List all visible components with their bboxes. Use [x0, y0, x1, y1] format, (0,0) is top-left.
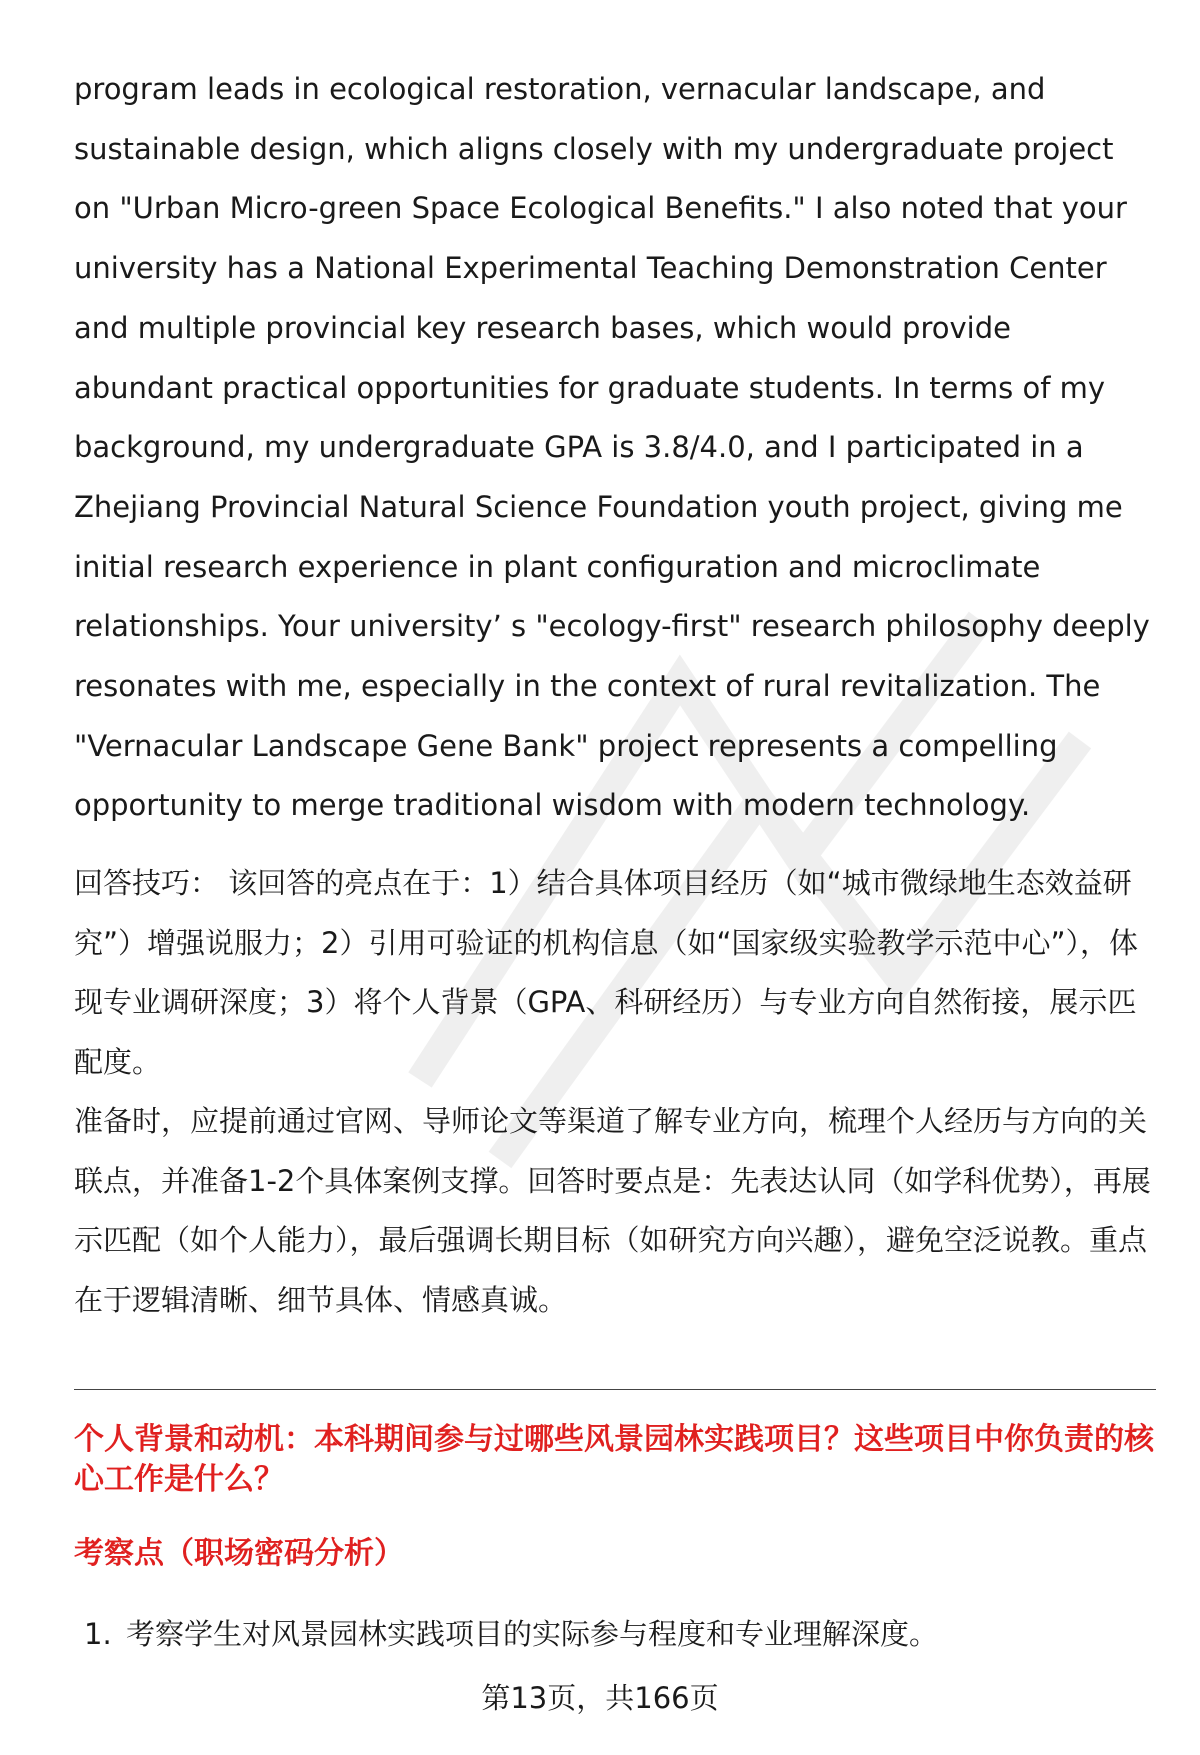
assessment-list	[84, 1614, 938, 1654]
page-number: 第13页，共166页	[481, 1681, 719, 1715]
document-body	[74, 60, 1154, 1330]
list-item-number: 1.	[84, 1617, 112, 1651]
list-item	[84, 1614, 938, 1654]
answer-tips-paragraph: 回答技巧： 该回答的亮点在于：1）结合具体项目经历（如“城市微绿地生态效益研究”）增强说服力；2）引用可验证的机构信息（如“国家级实验教学示范中心”），体现专业调研深度；3）将个人背景（GPA、科研经历）与专业方向自然衔接，展示匹配度。	[74, 866, 1139, 1079]
answer-paragraph: program leads in ecological restoration, vernacular landscape, and sustainable design, which aligns closely with my undergraduate project on "Urban Micro-green Space Ecological Benefits." I also noted that your university has a National Experimental Teaching Demonstration Center and multiple provincial key research bases, which would provide abundant practical opportunities for graduate students. In terms of my background, my undergraduate GPA is 3.8/4.0, and I participated in a Zhejiang Provincial Natural Science Foundation youth project, giving me initial research experience in plant configuration and microclimate relationships. Your university’ s "ecology-first" research philosophy deeply resonates with me, especially in the context of rural revitalization. The "Vernacular Landscape Gene Bank" project represents a compelling opportunity to merge traditional wisdom with modern technology.	[74, 72, 1150, 823]
preparation-paragraph: 准备时，应提前通过官网、导师论文等渠道了解专业方向，梳理个人经历与方向的关联点，并准备1-2个具体案例支撑。回答时要点是：先表达认同（如学科优势），再展示匹配（如个人能力），最后强调长期目标（如研究方向兴趣），避免空泛说教。重点在于逻辑清晰、细节具体、情感真诚。	[74, 1104, 1151, 1317]
next-question-heading: 个人背景和动机：本科期间参与过哪些风景园林实践项目？这些项目中你负责的核心工作是什么？	[74, 1422, 1154, 1497]
assessment-heading: 考察点（职场密码分析）	[74, 1536, 404, 1571]
section-divider	[74, 1389, 1156, 1390]
list-item-text: 考察学生对风景园林实践项目的实际参与程度和专业理解深度。	[126, 1617, 939, 1651]
